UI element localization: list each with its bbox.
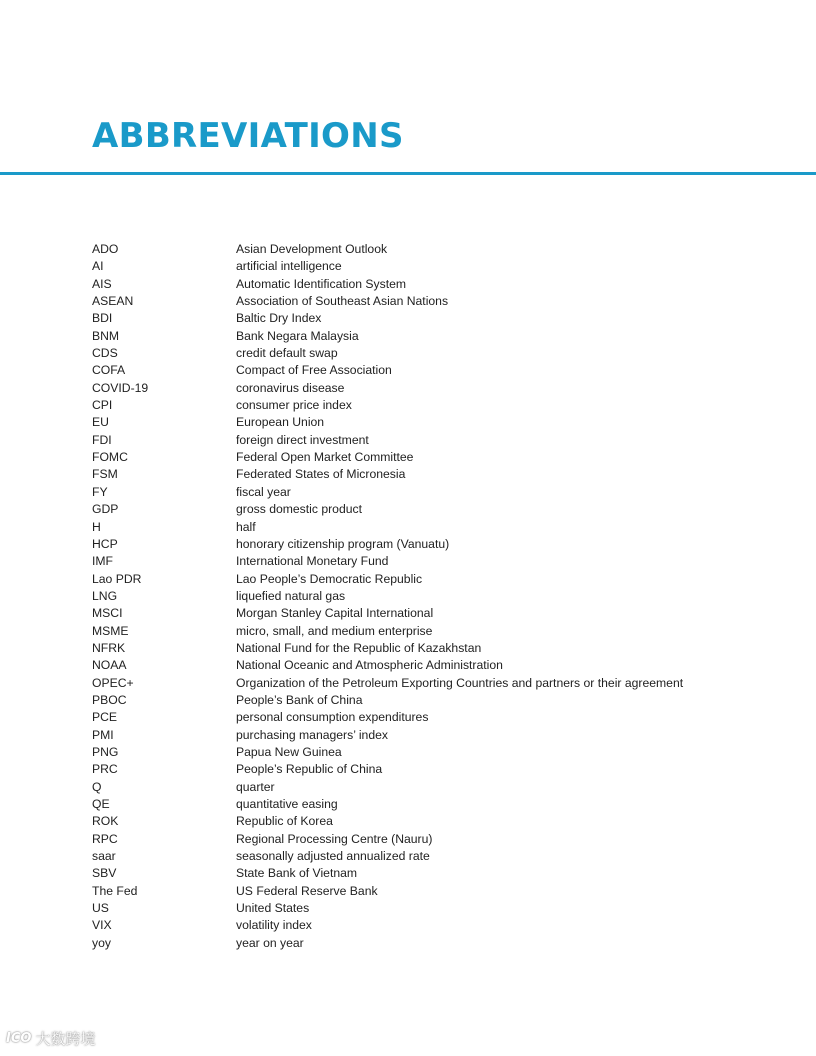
abbreviation-definition: State Bank of Vietnam (236, 866, 358, 881)
abbreviation-row (92, 501, 782, 518)
abbreviation-row (92, 848, 782, 865)
abbreviation-term: IMF (92, 554, 113, 569)
abbreviation-list (92, 241, 782, 952)
abbreviation-definition: Association of Southeast Asian Nations (236, 294, 449, 309)
page-title: ABBREVIATIONS (92, 116, 404, 156)
abbreviation-term: ROK (92, 814, 119, 829)
abbreviation-term: BNM (92, 328, 120, 343)
abbreviation-term: HCP (92, 536, 118, 551)
abbreviation-definition: artificial intelligence (236, 259, 342, 274)
abbreviation-term: saar (92, 849, 116, 864)
abbreviation-row (92, 761, 782, 778)
abbreviation-term: EU (92, 415, 109, 430)
abbreviation-term: AIS (92, 276, 112, 291)
abbreviation-row (92, 744, 782, 761)
abbreviation-term: NOAA (92, 658, 127, 673)
abbreviation-definition: seasonally adjusted annualized rate (236, 849, 430, 864)
abbreviation-definition: volatility index (236, 918, 312, 933)
abbreviation-term: GDP (92, 502, 119, 517)
abbreviation-definition: Automatic Identification System (236, 276, 407, 291)
abbreviation-definition: foreign direct investment (236, 432, 369, 447)
abbreviation-term: The Fed (92, 883, 138, 898)
abbreviation-term: VIX (92, 918, 112, 933)
abbreviation-term: FSM (92, 467, 118, 482)
abbreviation-definition: Morgan Stanley Capital International (236, 606, 434, 621)
abbreviation-row (92, 900, 782, 917)
abbreviation-row (92, 640, 782, 657)
abbreviation-row (92, 605, 782, 622)
abbreviation-term: PNG (92, 744, 119, 759)
watermark (6, 1028, 95, 1049)
abbreviation-definition: fiscal year (236, 484, 291, 499)
abbreviation-row (92, 519, 782, 536)
abbreviation-definition: honorary citizenship program (Vanuatu) (236, 536, 450, 551)
abbreviation-definition: Baltic Dry Index (236, 311, 322, 326)
abbreviation-term: CPI (92, 398, 113, 413)
abbreviation-definition: consumer price index (236, 398, 352, 413)
abbreviation-row (92, 536, 782, 553)
abbreviation-row (92, 380, 782, 397)
abbreviation-row (92, 831, 782, 848)
abbreviation-definition: gross domestic product (236, 502, 362, 517)
abbreviation-term: PRC (92, 762, 118, 777)
abbreviation-row (92, 727, 782, 744)
abbreviation-row (92, 293, 782, 310)
abbreviation-definition: micro, small, and medium enterprise (236, 623, 433, 638)
abbreviation-row (92, 414, 782, 431)
abbreviation-term: FDI (92, 432, 112, 447)
abbreviation-definition: half (236, 519, 256, 534)
abbreviation-definition: United States (236, 901, 310, 916)
abbreviation-definition: Papua New Guinea (236, 744, 342, 759)
abbreviation-term: AI (92, 259, 104, 274)
abbreviation-row (92, 449, 782, 466)
abbreviation-term: FOMC (92, 450, 128, 465)
watermark-logo: ICO (6, 1031, 32, 1046)
abbreviation-row (92, 328, 782, 345)
abbreviation-definition: purchasing managers’ index (236, 727, 388, 742)
abbreviation-definition: year on year (236, 935, 304, 950)
watermark-text: 大数跨境 (35, 1030, 96, 1048)
abbreviation-definition: Asian Development Outlook (236, 242, 388, 256)
abbreviation-term: MSME (92, 623, 129, 638)
abbreviation-term: Lao PDR (92, 571, 142, 586)
abbreviation-row (92, 657, 782, 674)
abbreviation-row (92, 310, 782, 327)
abbreviation-definition: National Oceanic and Atmospheric Administration (236, 658, 503, 673)
abbreviation-term: ASEAN (92, 294, 134, 309)
abbreviation-row (92, 241, 782, 258)
abbreviation-term: PBOC (92, 692, 127, 707)
title-divider (0, 172, 816, 175)
abbreviation-term: QE (92, 797, 110, 811)
abbreviation-term: OPEC+ (92, 675, 134, 690)
abbreviation-term: LNG (92, 588, 118, 603)
abbreviation-row (92, 362, 782, 379)
abbreviation-row (92, 276, 782, 293)
abbreviation-row (92, 484, 782, 501)
abbreviation-term: ADO (92, 242, 119, 256)
abbreviation-row (92, 883, 782, 900)
abbreviation-term: BDI (92, 311, 113, 326)
abbreviation-row (92, 345, 782, 362)
abbreviation-row (92, 935, 782, 952)
abbreviation-definition: Republic of Korea (236, 814, 333, 829)
abbreviation-definition: Federal Open Market Committee (236, 450, 414, 465)
abbreviation-row (92, 813, 782, 830)
abbreviation-term: US (92, 901, 109, 916)
abbreviation-row (92, 692, 782, 709)
abbreviation-row (92, 675, 782, 692)
abbreviation-definition: personal consumption expenditures (236, 710, 429, 725)
abbreviation-definition: European Union (236, 415, 325, 430)
abbreviation-definition: liquefied natural gas (236, 588, 346, 603)
abbreviation-definition: US Federal Reserve Bank (236, 883, 378, 898)
abbreviation-definition: quarter (236, 779, 275, 794)
abbreviation-row (92, 865, 782, 882)
abbreviation-term: MSCI (92, 606, 123, 621)
abbreviation-definition: International Monetary Fund (236, 554, 389, 569)
abbreviation-row (92, 258, 782, 275)
abbreviation-definition: coronavirus disease (236, 380, 345, 395)
abbreviation-row (92, 571, 782, 588)
abbreviation-definition: People’s Bank of China (236, 692, 363, 707)
abbreviation-term: COVID-19 (92, 380, 149, 395)
abbreviation-term: H (92, 519, 101, 534)
abbreviation-term: Q (92, 779, 102, 794)
abbreviation-definition: National Fund for the Republic of Kazakhstan (236, 640, 482, 655)
abbreviation-definition: Compact of Free Association (236, 363, 392, 378)
abbreviation-term: PCE (92, 710, 118, 725)
abbreviation-definition: credit default swap (236, 346, 338, 361)
abbreviation-definition: Organization of the Petroleum Exporting Countries and partners or their agreement (236, 675, 684, 690)
abbreviation-row (92, 917, 782, 934)
abbreviation-row (92, 779, 782, 796)
abbreviation-definition: Lao People’s Democratic Republic (236, 571, 423, 586)
abbreviation-term: SBV (92, 866, 117, 881)
abbreviation-row (92, 588, 782, 605)
abbreviation-definition: Bank Negara Malaysia (236, 328, 359, 343)
abbreviation-term: PMI (92, 727, 114, 742)
abbreviation-row (92, 709, 782, 726)
abbreviation-definition: People’s Republic of China (236, 762, 383, 777)
abbreviation-row (92, 796, 782, 813)
abbreviation-definition: Regional Processing Centre (Nauru) (236, 831, 433, 846)
abbreviation-row (92, 466, 782, 483)
abbreviation-term: CDS (92, 346, 118, 361)
abbreviation-term: RPC (92, 831, 118, 846)
abbreviation-row (92, 623, 782, 640)
abbreviation-term: NFRK (92, 640, 126, 655)
abbreviation-term: COFA (92, 363, 126, 378)
abbreviation-row (92, 397, 782, 414)
abbreviation-term: yoy (92, 935, 111, 950)
abbreviation-row (92, 553, 782, 570)
abbreviation-definition: quantitative easing (236, 797, 338, 811)
abbreviation-definition: Federated States of Micronesia (236, 467, 406, 482)
abbreviation-term: FY (92, 484, 108, 499)
abbreviation-row (92, 432, 782, 449)
